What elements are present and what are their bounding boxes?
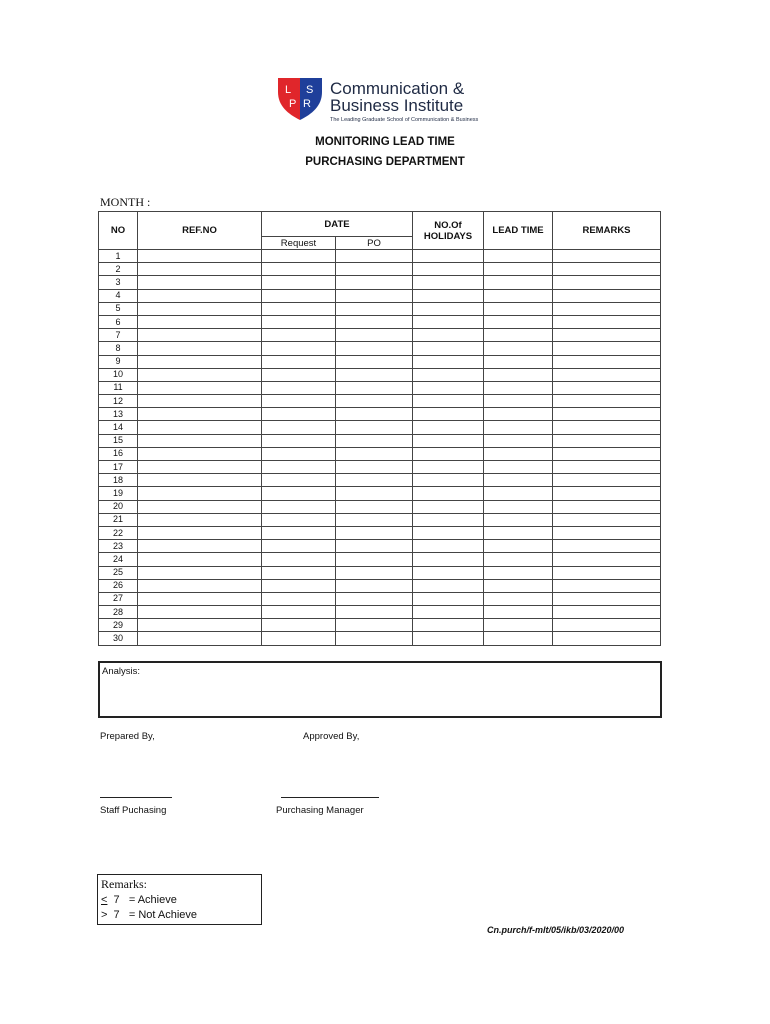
table-row: [99, 250, 661, 263]
logo-line1: Communication &: [330, 79, 465, 98]
row-ref-no[interactable]: [138, 461, 262, 474]
row-remarks[interactable]: [553, 355, 661, 368]
row-lead-time[interactable]: [484, 302, 553, 315]
remarks-not-achieve: [101, 909, 197, 921]
row-request-date[interactable]: [262, 606, 336, 619]
row-lead-time[interactable]: [484, 263, 553, 276]
row-request-date[interactable]: [262, 553, 336, 566]
row-no: 18: [99, 474, 138, 487]
row-holidays[interactable]: [413, 540, 484, 553]
row-ref-no[interactable]: [138, 500, 262, 513]
row-lead-time[interactable]: [484, 606, 553, 619]
row-holidays[interactable]: [413, 553, 484, 566]
header-holidays-line1: NO.Of: [434, 219, 462, 231]
row-holidays[interactable]: [413, 500, 484, 513]
logo-tagline: The Leading Graduate School of Communication & Business: [330, 117, 479, 123]
row-remarks[interactable]: [553, 395, 661, 408]
row-ref-no[interactable]: [138, 276, 262, 289]
row-po-date[interactable]: [336, 540, 413, 553]
row-no: 20: [99, 500, 138, 513]
row-po-date[interactable]: [336, 250, 413, 263]
table-row: [99, 619, 661, 632]
row-po-date[interactable]: [336, 553, 413, 566]
row-holidays[interactable]: [413, 250, 484, 263]
table-row: [99, 474, 661, 487]
row-no: 9: [99, 355, 138, 368]
table-row: [99, 263, 661, 276]
row-remarks[interactable]: [553, 474, 661, 487]
table-row: [99, 513, 661, 526]
row-no: 3: [99, 276, 138, 289]
row-ref-no[interactable]: [138, 381, 262, 394]
header-request: Request: [262, 237, 336, 250]
row-remarks[interactable]: [553, 461, 661, 474]
row-no: 25: [99, 566, 138, 579]
row-po-date[interactable]: [336, 526, 413, 539]
row-remarks[interactable]: [553, 540, 661, 553]
row-po-date[interactable]: [336, 513, 413, 526]
row-lead-time[interactable]: [484, 619, 553, 632]
row-lead-time[interactable]: [484, 474, 553, 487]
row-request-date[interactable]: [262, 619, 336, 632]
row-remarks[interactable]: [553, 632, 661, 645]
row-lead-time[interactable]: [484, 447, 553, 460]
row-lead-time[interactable]: [484, 540, 553, 553]
row-no: 15: [99, 434, 138, 447]
row-request-date[interactable]: [262, 579, 336, 592]
row-remarks[interactable]: [553, 408, 661, 421]
table-body: [99, 250, 661, 646]
table-row: [99, 381, 661, 394]
row-remarks[interactable]: [553, 447, 661, 460]
row-po-date[interactable]: [336, 302, 413, 315]
row-holidays[interactable]: [413, 289, 484, 302]
row-remarks[interactable]: [553, 606, 661, 619]
row-no: 19: [99, 487, 138, 500]
row-po-date[interactable]: [336, 342, 413, 355]
row-remarks[interactable]: [553, 381, 661, 394]
table-row: [99, 395, 661, 408]
row-ref-no[interactable]: [138, 619, 262, 632]
form-code: Cn.purch/f-mlt/05/ikb/03/2020/00: [487, 925, 625, 935]
greater-symbol: >: [101, 909, 108, 921]
row-holidays[interactable]: [413, 566, 484, 579]
approved-by-label: Approved By,: [303, 731, 360, 742]
row-request-date[interactable]: [262, 355, 336, 368]
row-ref-no[interactable]: [138, 526, 262, 539]
row-lead-time[interactable]: [484, 566, 553, 579]
table-row: [99, 342, 661, 355]
row-no: 16: [99, 447, 138, 460]
logo-letter-l: L: [285, 84, 292, 96]
row-ref-no[interactable]: [138, 421, 262, 434]
row-holidays[interactable]: [413, 447, 484, 460]
row-remarks[interactable]: [553, 566, 661, 579]
row-request-date[interactable]: [262, 447, 336, 460]
header-no: NO: [99, 212, 138, 250]
lead-time-table: [98, 211, 661, 646]
row-remarks[interactable]: [553, 302, 661, 315]
header-po: PO: [336, 237, 413, 250]
row-remarks[interactable]: [553, 592, 661, 605]
row-remarks[interactable]: [553, 619, 661, 632]
row-holidays[interactable]: [413, 302, 484, 315]
row-po-date[interactable]: [336, 632, 413, 645]
row-lead-time[interactable]: [484, 553, 553, 566]
row-po-date[interactable]: [336, 355, 413, 368]
table-row: [99, 315, 661, 328]
row-ref-no[interactable]: [138, 263, 262, 276]
form-title: MONITORING LEAD TIME: [315, 136, 455, 148]
table-row: [99, 421, 661, 434]
row-ref-no[interactable]: [138, 513, 262, 526]
analysis-label: Analysis:: [102, 666, 141, 677]
table-row: [99, 434, 661, 447]
row-remarks[interactable]: [553, 579, 661, 592]
row-no: 7: [99, 329, 138, 342]
row-lead-time[interactable]: [484, 592, 553, 605]
row-remarks[interactable]: [553, 250, 661, 263]
row-no: 24: [99, 553, 138, 566]
header-lead-time: LEAD TIME: [484, 212, 553, 250]
row-request-date[interactable]: [262, 513, 336, 526]
manager-label: Purchasing Manager: [276, 805, 364, 816]
row-po-date[interactable]: [336, 474, 413, 487]
row-holidays[interactable]: [413, 315, 484, 328]
row-request-date[interactable]: [262, 395, 336, 408]
row-lead-time[interactable]: [484, 579, 553, 592]
row-no: 21: [99, 513, 138, 526]
row-po-date[interactable]: [336, 276, 413, 289]
logo-shield-icon: [276, 76, 324, 122]
row-holidays[interactable]: [413, 579, 484, 592]
header-ref-no: REF.NO: [138, 212, 262, 250]
row-request-date[interactable]: [262, 566, 336, 579]
table-row: [99, 540, 661, 553]
row-po-date[interactable]: [336, 619, 413, 632]
row-lead-time[interactable]: [484, 632, 553, 645]
row-lead-time[interactable]: [484, 342, 553, 355]
row-ref-no[interactable]: [138, 250, 262, 263]
row-remarks[interactable]: [553, 368, 661, 381]
row-no: 1: [99, 250, 138, 263]
row-lead-time[interactable]: [484, 276, 553, 289]
row-holidays[interactable]: [413, 381, 484, 394]
row-lead-time[interactable]: [484, 250, 553, 263]
form-subtitle: PURCHASING DEPARTMENT: [305, 156, 465, 168]
row-ref-no[interactable]: [138, 487, 262, 500]
row-lead-time[interactable]: [484, 355, 553, 368]
row-request-date[interactable]: [262, 487, 336, 500]
row-po-date[interactable]: [336, 461, 413, 474]
row-request-date[interactable]: [262, 500, 336, 513]
row-no: 26: [99, 579, 138, 592]
table-row: [99, 579, 661, 592]
remarks-achieve: [101, 894, 177, 906]
row-request-date[interactable]: [262, 381, 336, 394]
row-remarks[interactable]: [553, 553, 661, 566]
row-request-date[interactable]: [262, 368, 336, 381]
row-request-date[interactable]: [262, 276, 336, 289]
remarks-box: [97, 874, 262, 925]
table-row: [99, 606, 661, 619]
header-holidays: [413, 212, 484, 250]
row-lead-time[interactable]: [484, 526, 553, 539]
table-row: [99, 289, 661, 302]
table-row: [99, 592, 661, 605]
header-holidays-line2: HOLIDAYS: [423, 230, 473, 242]
row-remarks[interactable]: [553, 329, 661, 342]
row-lead-time[interactable]: [484, 461, 553, 474]
row-ref-no[interactable]: [138, 368, 262, 381]
header-remarks: REMARKS: [553, 212, 661, 250]
row-lead-time[interactable]: [484, 395, 553, 408]
row-no: 2: [99, 263, 138, 276]
table-row: [99, 329, 661, 342]
row-holidays[interactable]: [413, 395, 484, 408]
row-request-date[interactable]: [262, 526, 336, 539]
row-remarks[interactable]: [553, 315, 661, 328]
row-remarks[interactable]: [553, 289, 661, 302]
staff-signature-line[interactable]: [100, 797, 172, 798]
row-remarks[interactable]: [553, 421, 661, 434]
row-remarks[interactable]: [553, 342, 661, 355]
row-ref-no[interactable]: [138, 289, 262, 302]
row-po-date[interactable]: [336, 289, 413, 302]
analysis-box[interactable]: [98, 661, 662, 718]
row-request-date[interactable]: [262, 329, 336, 342]
row-holidays[interactable]: [413, 592, 484, 605]
row-remarks[interactable]: [553, 526, 661, 539]
row-remarks[interactable]: [553, 276, 661, 289]
row-po-date[interactable]: [336, 315, 413, 328]
row-holidays[interactable]: [413, 342, 484, 355]
row-request-date[interactable]: [262, 302, 336, 315]
row-holidays[interactable]: [413, 263, 484, 276]
row-ref-no[interactable]: [138, 592, 262, 605]
row-ref-no[interactable]: [138, 315, 262, 328]
row-no: 17: [99, 461, 138, 474]
row-ref-no[interactable]: [138, 579, 262, 592]
row-holidays[interactable]: [413, 434, 484, 447]
table-row: [99, 368, 661, 381]
row-ref-no[interactable]: [138, 355, 262, 368]
row-lead-time[interactable]: [484, 500, 553, 513]
row-holidays[interactable]: [413, 276, 484, 289]
table-row: [99, 447, 661, 460]
manager-signature-line[interactable]: [281, 797, 379, 798]
row-po-date[interactable]: [336, 447, 413, 460]
row-request-date[interactable]: [262, 421, 336, 434]
row-po-date[interactable]: [336, 500, 413, 513]
month-label: MONTH :: [100, 195, 151, 209]
row-holidays[interactable]: [413, 487, 484, 500]
table-row: [99, 632, 661, 645]
row-no: 28: [99, 606, 138, 619]
row-po-date[interactable]: [336, 566, 413, 579]
row-no: 14: [99, 421, 138, 434]
row-lead-time[interactable]: [484, 315, 553, 328]
row-ref-no[interactable]: [138, 447, 262, 460]
table-row: [99, 302, 661, 315]
row-lead-time[interactable]: [484, 329, 553, 342]
row-ref-no[interactable]: [138, 408, 262, 421]
table-row: [99, 461, 661, 474]
row-no: 30: [99, 632, 138, 645]
row-ref-no[interactable]: [138, 342, 262, 355]
row-ref-no[interactable]: [138, 474, 262, 487]
table-row: [99, 487, 661, 500]
row-po-date[interactable]: [336, 263, 413, 276]
row-remarks[interactable]: [553, 500, 661, 513]
not-achieve-text: 7 = Not Achieve: [107, 909, 198, 921]
table-row: [99, 566, 661, 579]
row-remarks[interactable]: [553, 513, 661, 526]
row-ref-no[interactable]: [138, 434, 262, 447]
row-po-date[interactable]: [336, 421, 413, 434]
logo: [276, 76, 486, 124]
row-lead-time[interactable]: [484, 513, 553, 526]
row-no: 6: [99, 315, 138, 328]
header-date: DATE: [262, 212, 413, 237]
row-po-date[interactable]: [336, 329, 413, 342]
row-no: 22: [99, 526, 138, 539]
row-lead-time[interactable]: [484, 421, 553, 434]
row-request-date[interactable]: [262, 408, 336, 421]
row-request-date[interactable]: [262, 474, 336, 487]
row-request-date[interactable]: [262, 540, 336, 553]
row-ref-no[interactable]: [138, 632, 262, 645]
row-request-date[interactable]: [262, 250, 336, 263]
row-no: 12: [99, 395, 138, 408]
row-holidays[interactable]: [413, 408, 484, 421]
row-no: 4: [99, 289, 138, 302]
row-holidays[interactable]: [413, 606, 484, 619]
row-ref-no[interactable]: [138, 540, 262, 553]
row-holidays[interactable]: [413, 474, 484, 487]
row-po-date[interactable]: [336, 487, 413, 500]
row-remarks[interactable]: [553, 263, 661, 276]
row-holidays[interactable]: [413, 619, 484, 632]
row-request-date[interactable]: [262, 434, 336, 447]
less-equal-symbol: <: [101, 894, 108, 906]
row-ref-no[interactable]: [138, 553, 262, 566]
row-lead-time[interactable]: [484, 408, 553, 421]
row-holidays[interactable]: [413, 368, 484, 381]
logo-letter-p: P: [289, 98, 297, 110]
row-no: 8: [99, 342, 138, 355]
row-no: 10: [99, 368, 138, 381]
row-ref-no[interactable]: [138, 606, 262, 619]
logo-line2: Business Institute: [330, 96, 464, 115]
row-ref-no[interactable]: [138, 302, 262, 315]
row-lead-time[interactable]: [484, 434, 553, 447]
row-lead-time[interactable]: [484, 381, 553, 394]
row-po-date[interactable]: [336, 592, 413, 605]
row-remarks[interactable]: [553, 487, 661, 500]
row-holidays[interactable]: [413, 526, 484, 539]
row-lead-time[interactable]: [484, 487, 553, 500]
row-lead-time[interactable]: [484, 368, 553, 381]
row-remarks[interactable]: [553, 434, 661, 447]
row-holidays[interactable]: [413, 329, 484, 342]
row-holidays[interactable]: [413, 513, 484, 526]
row-po-date[interactable]: [336, 381, 413, 394]
row-po-date[interactable]: [336, 368, 413, 381]
logo-letter-s: S: [306, 84, 314, 96]
row-po-date[interactable]: [336, 434, 413, 447]
staff-label: Staff Puchasing: [100, 805, 167, 816]
table-row: [99, 408, 661, 421]
row-no: 13: [99, 408, 138, 421]
row-holidays[interactable]: [413, 632, 484, 645]
row-holidays[interactable]: [413, 461, 484, 474]
row-holidays[interactable]: [413, 421, 484, 434]
row-no: 29: [99, 619, 138, 632]
row-request-date[interactable]: [262, 632, 336, 645]
logo-text: [330, 80, 478, 123]
table-row: [99, 276, 661, 289]
row-po-date[interactable]: [336, 606, 413, 619]
table-row: [99, 500, 661, 513]
row-ref-no[interactable]: [138, 395, 262, 408]
row-no: 5: [99, 302, 138, 315]
row-no: 27: [99, 592, 138, 605]
row-po-date[interactable]: [336, 579, 413, 592]
row-request-date[interactable]: [262, 315, 336, 328]
row-lead-time[interactable]: [484, 289, 553, 302]
row-request-date[interactable]: [262, 263, 336, 276]
row-po-date[interactable]: [336, 395, 413, 408]
row-request-date[interactable]: [262, 592, 336, 605]
row-request-date[interactable]: [262, 289, 336, 302]
table-row: [99, 355, 661, 368]
table-row: [99, 553, 661, 566]
logo-letter-r: R: [303, 98, 311, 110]
remarks-title: Remarks:: [101, 877, 147, 891]
row-request-date[interactable]: [262, 342, 336, 355]
row-request-date[interactable]: [262, 461, 336, 474]
prepared-by-label: Prepared By,: [100, 731, 155, 742]
row-po-date[interactable]: [336, 408, 413, 421]
table-row: [99, 526, 661, 539]
row-ref-no[interactable]: [138, 329, 262, 342]
row-ref-no[interactable]: [138, 566, 262, 579]
row-holidays[interactable]: [413, 355, 484, 368]
row-no: 11: [99, 381, 138, 394]
achieve-text: 7 = Achieve: [107, 894, 177, 906]
row-no: 23: [99, 540, 138, 553]
